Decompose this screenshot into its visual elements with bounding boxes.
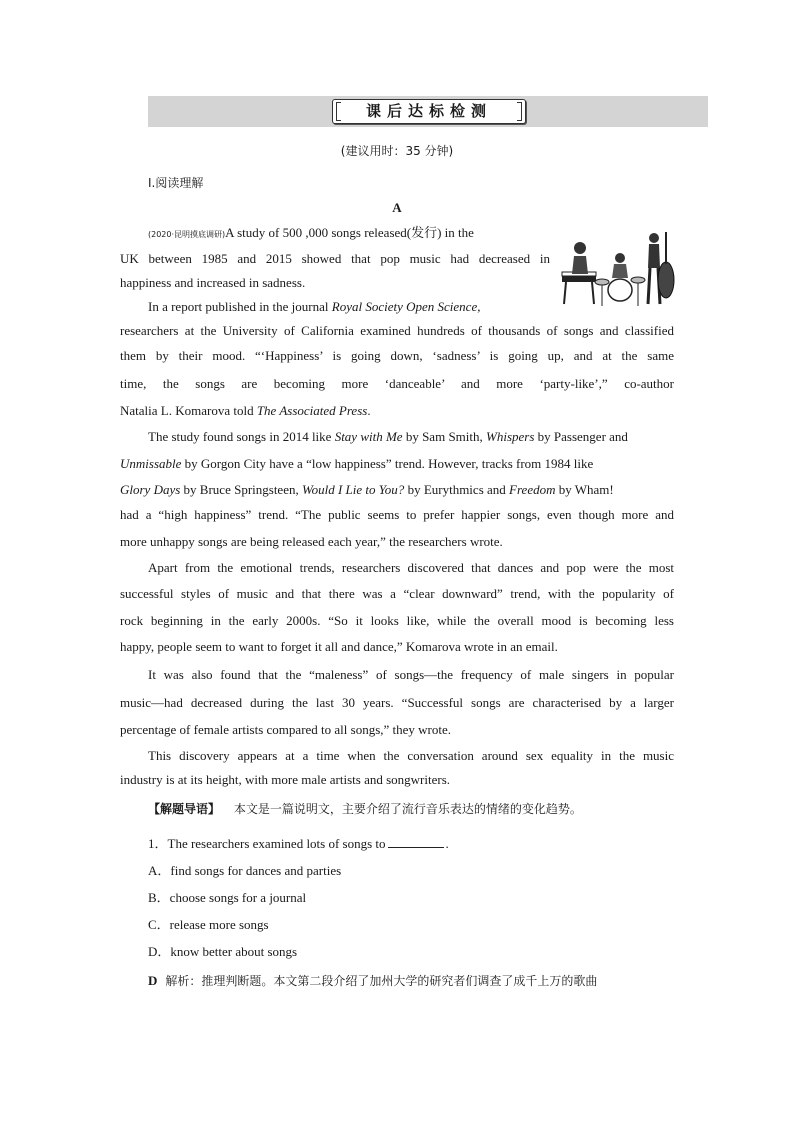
- passage-line: In a report published in the journal Royal Society Open Science,: [148, 299, 481, 314]
- right-bracket-icon: [517, 102, 522, 121]
- passage-line: Unmissable by Gorgon City have a “low happiness” trend. However, tracks from 1984 like: [120, 456, 594, 471]
- option-d: D．know better about songs: [148, 944, 298, 959]
- passage-line: time, the songs are becoming more ‘danceable’ and more ‘party-like’,” co-author: [120, 376, 674, 391]
- passage-line: Apart from the emotional trends, researchers discovered that dances and pop were the most: [148, 560, 674, 575]
- passage-line: (2020·昆明摸底调研)A study of 500 ,000 songs released(发行) in the: [148, 225, 474, 240]
- passage-line: Natalia L. Komarova told The Associated Press.: [120, 403, 371, 418]
- question-stem: 1．The researchers examined lots of songs to .: [148, 836, 449, 851]
- answer-blank: [388, 835, 444, 848]
- answer-analysis: [148, 972, 674, 989]
- option-c: C．release more songs: [148, 917, 269, 932]
- section-banner: [148, 96, 708, 127]
- passage-line: UK between 1985 and 2015 showed that pop music had decreased in: [120, 251, 550, 266]
- answer-letter: D: [148, 973, 158, 988]
- banner-title-box: [332, 99, 526, 124]
- passage-line: Glory Days by Bruce Springsteen, Would I Lie to You? by Eurythmics and Freedom by Wham!: [120, 482, 614, 497]
- option-b: B．choose songs for a journal: [148, 890, 307, 905]
- passage-line: The study found songs in 2014 like Stay with Me by Sam Smith, Whispers by Passenger and: [148, 429, 628, 444]
- reading-guide: [148, 800, 582, 817]
- left-bracket-icon: [336, 102, 341, 121]
- passage-line: industry is at its height, with more male artists and songwriters.: [120, 772, 451, 787]
- suggested-time: (建议用时：35 分钟): [340, 144, 454, 158]
- analysis-text: 解析：推理判断题。本文第二段介绍了加州大学的研究者们调查了成千上万的歌曲: [165, 974, 598, 988]
- band-illustration: [558, 228, 676, 310]
- passage-line: researchers at the University of California examined hundreds of thousands of songs and classified: [120, 323, 674, 338]
- section-heading: Ⅰ.阅读理解: [148, 176, 204, 190]
- guide-text: 本文是一篇说明文，主要介绍了流行音乐表达的情绪的变化趋势。: [233, 802, 582, 816]
- banner-title: 课后达标检测: [365, 102, 492, 120]
- passage-line: music—had decreased during the last 30 years. “Successful songs are characterised by a larger: [120, 695, 674, 710]
- passage-line: percentage of female artists compared to all songs,” they wrote.: [120, 722, 452, 737]
- passage-line: more unhappy songs are being released each year,” the researchers wrote.: [120, 534, 503, 549]
- passage-line: them by their mood. “‘Happiness’ is going down, ‘sadness’ is going up, and at the same: [120, 348, 674, 363]
- passage-label: A: [392, 200, 402, 215]
- journal-title: Royal Society Open Science,: [331, 299, 481, 314]
- passage-line: happiness and increased in sadness.: [120, 275, 306, 290]
- passage-line: happy, people seem to want to forget it all and dance,” Komarova wrote in an email.: [120, 639, 558, 654]
- passage-line: It was also found that the “maleness” of songs—the frequency of male singers in popular: [148, 667, 674, 682]
- option-a: A．find songs for dances and parties: [148, 863, 342, 878]
- passage-line: successful styles of music and that there was a “clear downward” trend, with the popularity of: [120, 586, 674, 601]
- guide-label: 【解题导语】: [148, 802, 221, 816]
- passage-line: rock beginning in the early 2000s. “So it looks like, while the overall mood is becoming less: [120, 613, 674, 628]
- source-note: (2020·昆明摸底调研): [148, 230, 226, 239]
- passage-line: This discovery appears at a time when the conversation around sex equality in the music: [148, 748, 674, 763]
- passage-line: had a “high happiness” trend. “The public seems to prefer happier songs, even though more and: [120, 507, 674, 522]
